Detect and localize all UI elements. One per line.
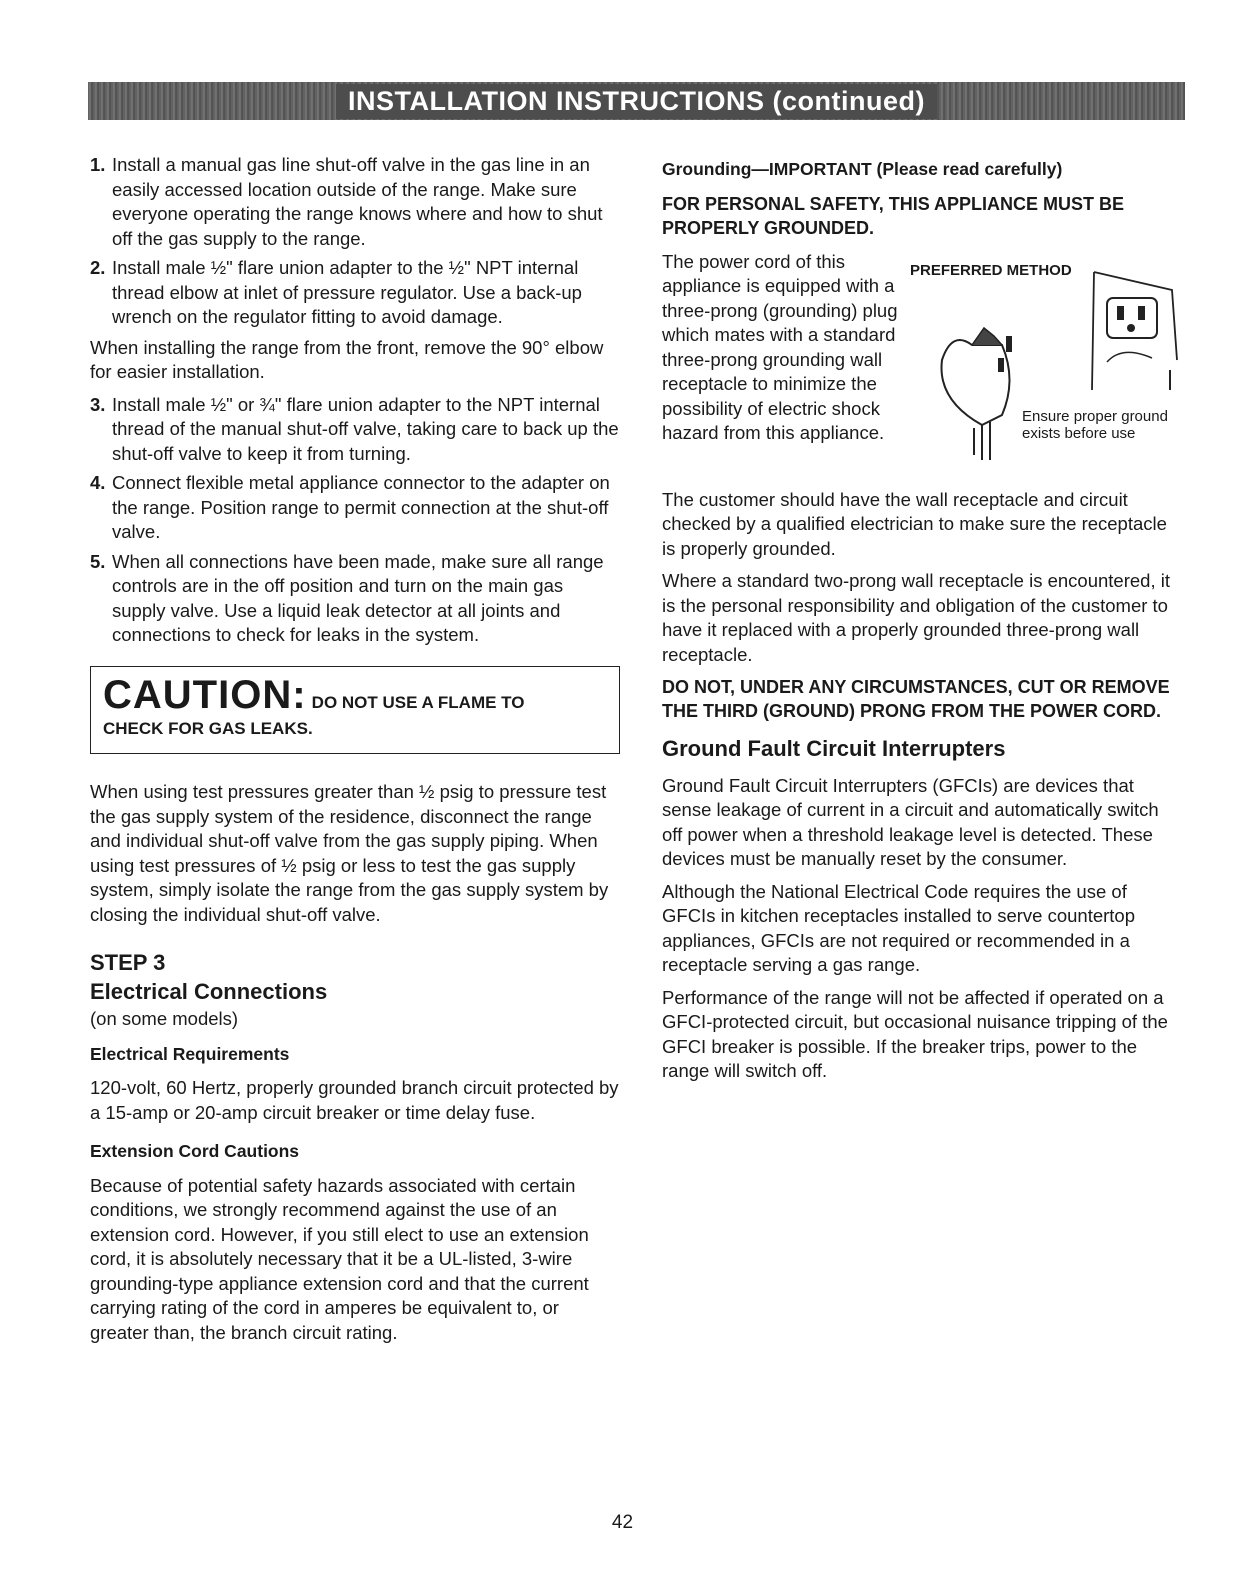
pressure-test-paragraph: When using test pressures greater than ½ psig to pressure test the gas supply system of the residence, disconnect the range and individual shut-off valve from the gas supply piping. When using test pressures of ½ psig or less to test the gas supply system, simply isolate the range from the gas supply system by closing the individual shut-off valve. [90, 781, 609, 925]
step-label: STEP 3 [90, 950, 166, 975]
left-column [90, 153, 620, 1353]
step-text: Install male ½" flare union adapter to the ½" NPT internal thread elbow at inlet of pressure regulator. Use a back-up wrench on the regulator fitting to avoid damage. [112, 257, 582, 327]
safety-warning: FOR PERSONAL SAFETY, THIS APPLIANCE MUST BE PROPERLY GROUNDED. [662, 193, 1125, 238]
header-banner [88, 82, 1185, 120]
electrical-requirements-heading: Electrical Requirements [90, 1043, 290, 1064]
step-text: Connect flexible metal appliance connector to the adapter on the range. Position range to permit connection at the shut-off valve. [112, 472, 610, 542]
preferred-method-label: PREFERRED METHOD [910, 261, 1072, 279]
power-cord-paragraph: The power cord of this appliance is equipped with a three-prong (grounding) plug which mates with a standard three-prong grounding wall receptacle to minimize the possibility of electric shock hazard from this appliance. [662, 250, 898, 443]
section-subtitle: (on some models) [90, 1008, 239, 1029]
extension-cord-heading: Extension Cord Cautions [90, 1141, 300, 1161]
step-text: Install male ½" or ¾" flare union adapter to the NPT internal thread of the manual shut-off valve, taking care to back up the shut-off valve to keep it from turning. [112, 393, 619, 464]
list-item [90, 393, 620, 467]
list-item [90, 153, 620, 251]
front-install-note: When installing the range from the front, remove the 90° elbow for easier installation. [90, 336, 604, 382]
gfci-paragraph-2: Although the National Electrical Code requires the use of GFCIs in kitchen receptacles installed to serve countertop appliances, GFCIs are not required or recommended in a receptacle serving a gas range. [662, 880, 1136, 975]
page-number: 42 [611, 1512, 634, 1533]
list-item [90, 471, 620, 545]
step-text: When all connections have been made, make sure all range controls are in the off position and turn on the main gas supply valve. Use a liquid leak detector at all joints and connections to check for leaks in the system. [112, 550, 604, 645]
caution-box [90, 666, 620, 755]
grounding-heading: Grounding—IMPORTANT (Please read carefully) [662, 159, 1063, 179]
gfci-title: Ground Fault Circuit Interrupters [662, 736, 1006, 761]
step-number: 1. [90, 154, 106, 175]
gfci-paragraph-3: Performance of the range will not be affected if operated on a GFCI-protected circuit, but occasional nuisance tripping of the GFCI breaker is possible. If the breaker trips, power to the range will switch off. [662, 986, 1168, 1081]
step-number: 3. [90, 393, 106, 415]
right-column [662, 153, 1182, 1092]
list-item [90, 550, 620, 648]
step-number: 2. [90, 257, 106, 278]
caution-inline-text: DO NOT USE A FLAME TO [311, 692, 525, 712]
caution-heading: CAUTION: [103, 672, 307, 717]
do-not-warning: DO NOT, UNDER ANY CIRCUMSTANCES, CUT OR REMOVE THE THIRD (GROUND) PRONG FROM THE POWER CORD. [662, 677, 1170, 721]
steps-list-b [90, 393, 620, 648]
section-title: Electrical Connections [90, 979, 328, 1004]
gfci-paragraph-1: Ground Fault Circuit Interrupters (GFCIs) are devices that sense leakage of current in a circuit and automatically switch off power when a threshold leakage level is detected. These devices must be manually reset by the consumer. [662, 774, 1159, 869]
caution-text-line2: CHECK FOR GAS LEAKS. [103, 718, 313, 738]
step-text: Install a manual gas line shut-off valve in the gas line in an easily accessed location outside of the range. Make sure everyone operating the range knows where and how to shut off the gas supply to the range. [112, 154, 603, 249]
ground-note: Ensure proper ground exists before use [1022, 407, 1168, 442]
steps-list-a [90, 153, 620, 330]
grounding-section [662, 250, 1182, 480]
step-number: 5. [90, 550, 106, 572]
two-prong-paragraph: Where a standard two-prong wall receptacle is encountered, it is the personal responsibility and obligation of the customer to have it replaced with a properly grounded three-prong wall receptacle. [662, 570, 1170, 665]
customer-check-paragraph: The customer should have the wall receptacle and circuit checked by a qualified electrician to make sure the receptacle is properly grounded. [662, 488, 1167, 559]
plug-receptacle-illustration [902, 250, 1182, 480]
list-item [90, 256, 620, 330]
grounding-figure [902, 250, 1182, 480]
electrical-requirements-text: 120-volt, 60 Hertz, properly grounded branch circuit protected by a 15-amp or 20-amp circuit breaker or time delay fuse. [90, 1077, 619, 1123]
page-title: INSTALLATION INSTRUCTIONS (continued) [336, 84, 937, 119]
step-number: 4. [90, 472, 106, 493]
extension-cord-text: Because of potential safety hazards associated with certain conditions, we strongly recommend against the use of an extension cord. However, if you still elect to use an extension cord, it is absolutely necessary that it be a UL-listed, 3-wire grounding-type appliance extension cord and that the current carrying rating of the cord in amperes be equivalent to, or greater than, the branch circuit rating. [90, 1174, 589, 1343]
